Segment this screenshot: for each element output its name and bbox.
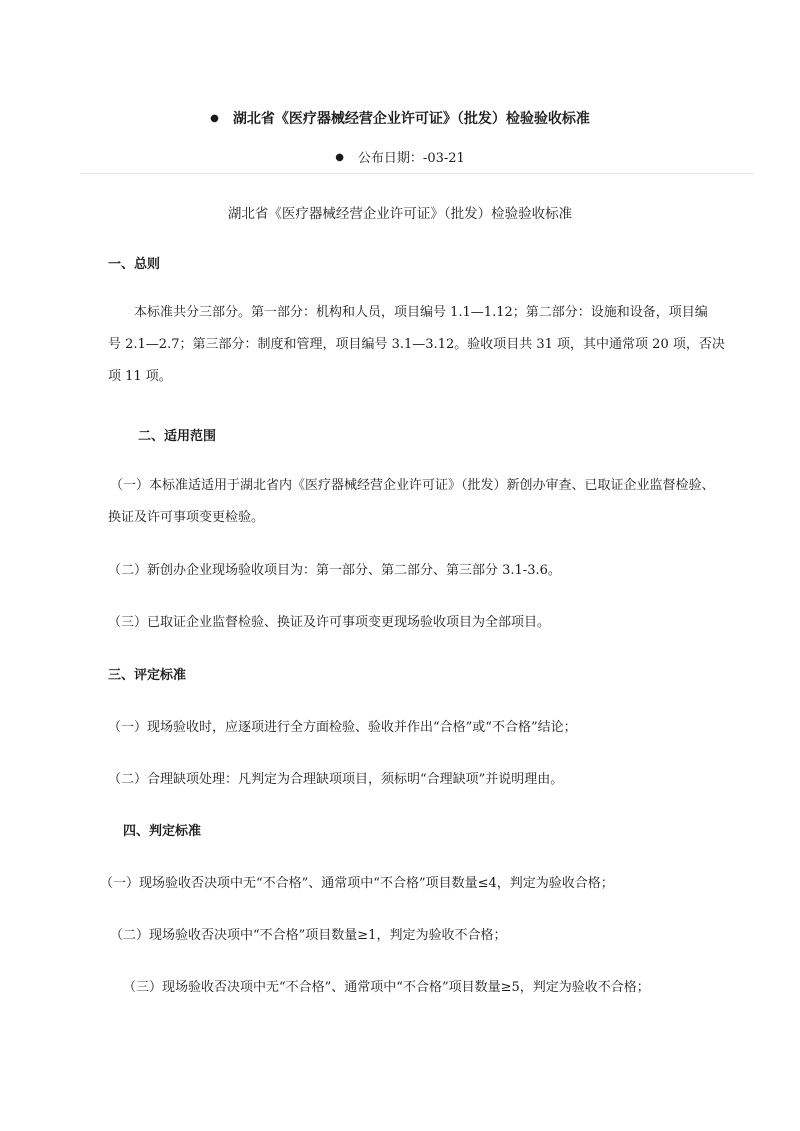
bullet-icon: ● [210,113,219,124]
section-heading-evaluation: 三、评定标准 [108,668,187,683]
paragraph-line: 号 2.1—2.7；第三部分：制度和管理，项目编号 3.1—3.12。验收项目共 31 项，其中通常项 20 项，否决 [108,337,725,352]
scope-item-1-line-2: 换证及许可事项变更检验。 [108,510,265,525]
page-title-text: 湖北省《医疗器械经营企业许可证》（批发）检验验收标准 [232,111,590,127]
judgement-item-1: （一）现场验收否决项中无“不合格”、通常项中“不合格”项目数量≤4，判定为验收合格； [100,876,614,891]
scope-item-3: （三）已取证企业监督检验、换证及许可事项变更现场验收项目为全部项目。 [108,615,551,630]
scope-item-2: （二）新创办企业现场验收项目为：第一部分、第二部分、第三部分 3.1-3.6。 [108,563,561,578]
publish-date-text: 公布日期：-03-21 [357,151,465,166]
evaluation-item-2: （二）合理缺项处理：凡判定为合理缺项项目，须标明“合理缺项”并说明理由。 [108,772,564,787]
section-heading-judgement: 四、判定标准 [123,824,202,839]
section-general-body [108,297,770,393]
scope-item-1-line-1: （一）本标准适适用于湖北省内《医疗器械经营企业许可证》（批发）新创办审查、已取证企业监督检验、 [110,478,715,493]
header-divider [80,173,754,174]
page-title [0,108,800,128]
document-title: 湖北省《医疗器械经营企业许可证》（批发）检验验收标准 [227,206,573,222]
judgement-item-3: （三）现场验收否决项中无“不合格”、通常项中“不合格”项目数量≥5，判定为验收不合格； [123,980,650,995]
paragraph-line: 本标准共分三部分。第一部分：机构和人员，项目编号 1.1—1.12；第二部分：设施和设备，项目编 [134,305,708,320]
judgement-item-2: （二）现场验收否决项中“不合格”项目数量≥1，判定为验收不合格； [110,928,507,943]
bullet-icon: ● [335,152,344,163]
evaluation-item-1: （一）现场验收时，应逐项进行全方面检验、验收并作出“合格”或“不合格”结论； [108,720,577,735]
paragraph-line: 项 11 项。 [108,369,172,384]
publish-date [0,147,800,166]
section-heading-general: 一、总则 [108,257,161,272]
section-heading-scope: 二、适用范围 [138,429,217,444]
